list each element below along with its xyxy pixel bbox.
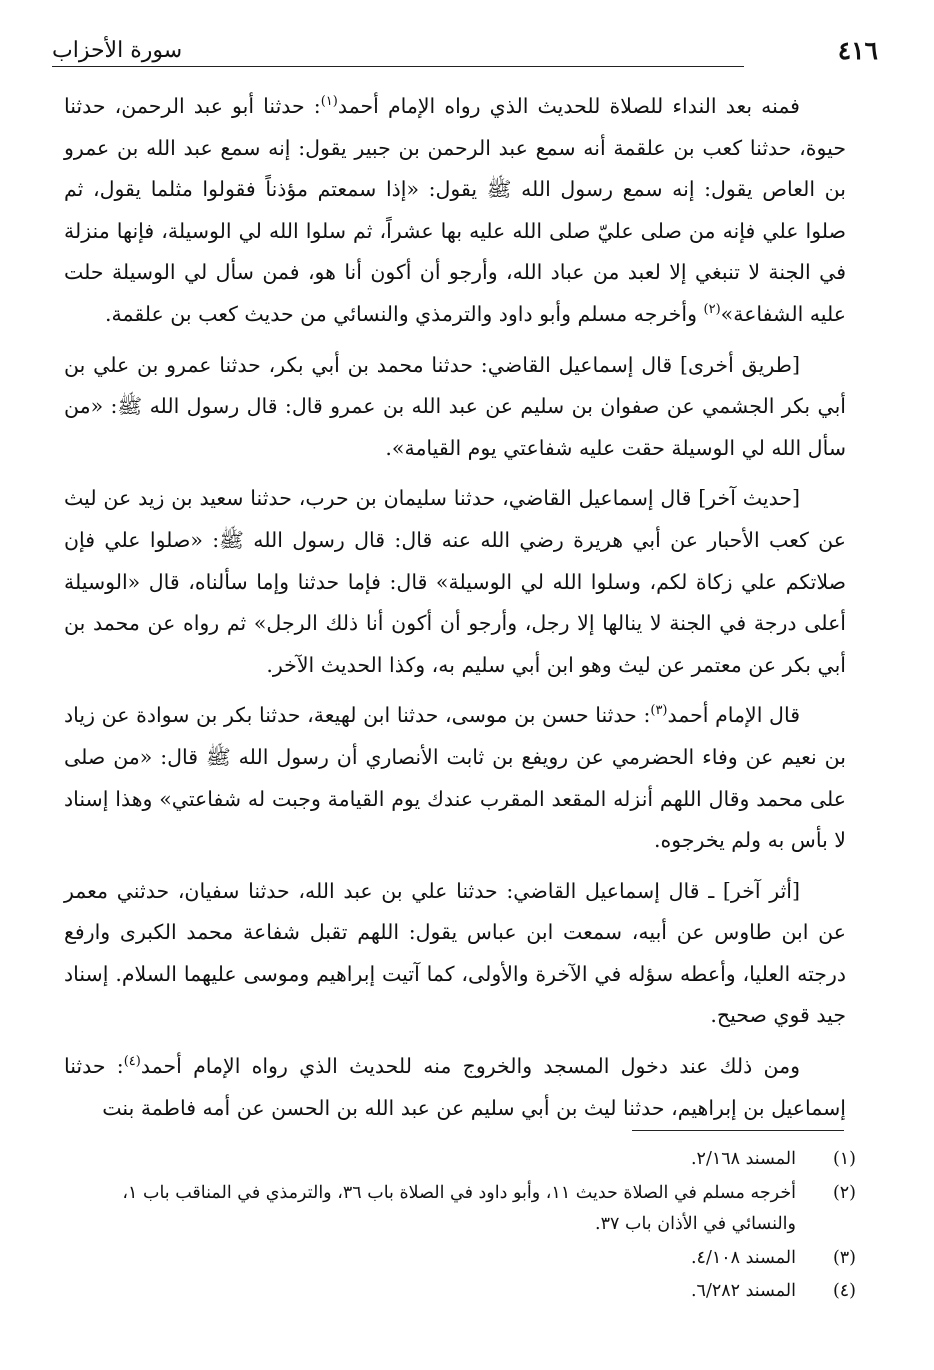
- paragraph: [64, 1046, 846, 1129]
- footnote-number: (٤): [832, 1281, 856, 1301]
- footnote: [64, 1243, 856, 1275]
- paragraph-text: قال الإمام أحمد: [667, 703, 800, 728]
- paragraph: [حديث آخر] قال إسماعيل القاضي، حدثنا سليمان بن حرب، حدثنا سعيد بن زيد عن ليث عن كعب الأحبار عن أبي هريرة رضي الله عنه قال: قال رسول الله ﷺ: «صلوا علي فإن صلاتكم علي زكاة لكم، وسلوا الله لي الوسيلة» قال: فإما حدثنا وإما سألناه، قال «الوسيلة أعلى درجة في الجنة لا ينالها إلا رجل، وأرجو أن أكون أنا ذلك الرجل» ثم رواه عن محمد بن أبي بكر عن معتمر عن ليث وهو ابن أبي سليم به، وكذا الحديث الآخر.: [64, 486, 846, 677]
- paragraph-text: : حدثنا حسن بن موسى، حدثنا ابن لهيعة، حدثنا بكر بن سوادة عن زياد بن نعيم عن وفاء الحضرمي عن رويفع بن ثابت الأنصاري أن رسول الله ﷺ قال: «من صلى على محمد وقال اللهم أنزله المقعد المقرب عندك يوم القيامة وجبت له شفاعتي» وهذا إسناد لا بأس به ولم يخرجوه.: [64, 703, 846, 853]
- paragraph: [64, 695, 846, 861]
- footnote-number: (١): [832, 1149, 856, 1169]
- footnote-text: المسند ٤/١٠٨.: [690, 1247, 796, 1268]
- body-text: [64, 86, 846, 1138]
- footnote: [64, 1276, 856, 1308]
- footnote: [64, 1178, 856, 1241]
- footnote-ref: (٤): [123, 1054, 141, 1070]
- footnote-rule: [632, 1130, 844, 1131]
- footnote-text: المسند ٦/٢٨٢.: [690, 1281, 796, 1301]
- paragraph-text: ومن ذلك عند دخول المسجد والخروج منه للحديث الذي رواه الإمام أحمد: [140, 1054, 800, 1079]
- footnote: [64, 1144, 856, 1176]
- paragraph-text: : حدثنا أبو عبد الرحمن، حدثنا حيوة، حدثنا كعب بن علقمة أنه سمع عبد الرحمن بن جبير يقول: إنه سمع عبد الله بن عمرو بن العاص يقول: إنه سمع رسول الله ﷺ يقول: «إذا سمعتم مؤذناً فقولوا مثلما يقول، ثم صلوا علي فإنه من صلى عليّ صلى الله عليه بها عشراً، ثم سلوا الله لي الوسيلة، فإنها منزلة في الجنة لا تنبغي إلا لعبد من عباد الله، وأرجو أن أكون أنا هو، فمن سأل لي الوسيلة حلت عليه الشفاعة»: [64, 94, 846, 326]
- footnotes: [64, 1144, 856, 1310]
- page-number: ٤١٦: [837, 36, 878, 65]
- page-header: [52, 32, 878, 68]
- paragraph: [طريق أخرى] قال إسماعيل القاضي: حدثنا محمد بن أبي بكر، حدثنا عمرو بن علي بن أبي بكر الجشمي عن صفوان بن سليم عن عبد الله بن عمرو قال: قال رسول الله ﷺ: «من سأل الله لي الوسيلة حقت عليه شفاعتي يوم القيامة».: [64, 352, 846, 460]
- footnote-ref: (٣): [650, 703, 668, 719]
- footnote-text: أخرجه مسلم في الصلاة حديث ١١، وأبو داود في الصلاة باب ٣٦، والترمذي في المناقب باب ١، والنسائي في الأذان باب ٣٧.: [122, 1182, 796, 1234]
- paragraph-text: وأخرجه مسلم وأبو داود والترمذي والنسائي من حديث كعب بن علقمة.: [104, 301, 704, 326]
- paragraph: [64, 86, 846, 336]
- footnote-ref: (١): [320, 94, 338, 110]
- paragraph-text: فمنه بعد النداء للصلاة للحديث الذي رواه الإمام أحمد: [337, 94, 800, 118]
- footnote-number: (٢): [832, 1182, 856, 1203]
- footnote-text: المسند ٢/١٦٨.: [690, 1149, 796, 1169]
- paragraph: [أثر آخر] ـ قال إسماعيل القاضي: حدثنا علي بن عبد الله، حدثنا سفيان، حدثني معمر عن ابن طاوس عن أبيه، سمعت ابن عباس يقول: اللهم تقبل شفاعة محمد الكبرى وارفع درجته العليا، وأعطه سؤله في الآخرة والأولى، كما آتيت إبراهيم وموسى عليهما السلام. إسناد جيد قوي صحيح.: [64, 878, 846, 1028]
- footnote-number: (٣): [832, 1247, 856, 1268]
- paragraph-text: : حدثنا إسماعيل بن إبراهيم، حدثنا ليث بن أبي سليم عن عبد الله بن الحسن عن أمه فاطمة بنت: [64, 1054, 846, 1120]
- running-title: سورة الأحزاب: [52, 38, 183, 63]
- footnote-ref: (٢): [703, 302, 721, 318]
- header-rule: [52, 66, 744, 67]
